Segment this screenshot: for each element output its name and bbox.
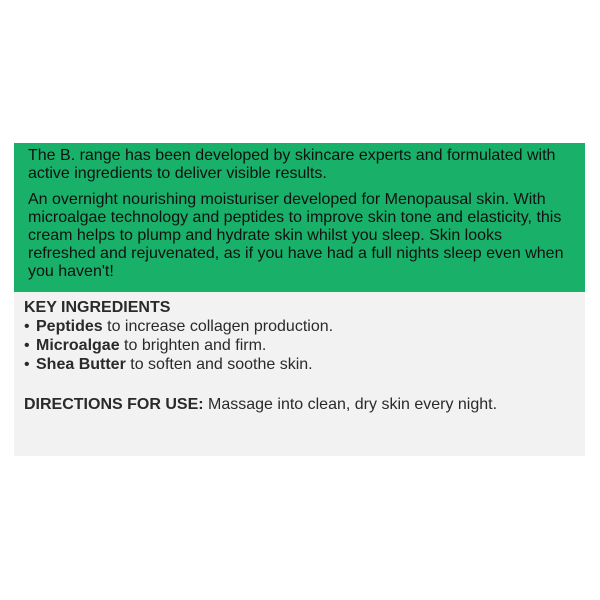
product-description-text: An overnight nourishing moisturiser developed for Menopausal skin. With microalgae technology and peptides to improve skin tone and elasticity, this cream helps to plump and hydrate skin whilst you sleep. Skin looks refreshed and rejuvenated, as if you have had a full nights sleep even when you haven't! (28, 191, 564, 280)
ingredient-benefit: to brighten and firm. (124, 337, 267, 354)
range-intro-text: The B. range has been developed by skincare experts and formulated with active ingredients to deliver visible results. (28, 147, 556, 182)
bullet-icon: • (24, 318, 30, 335)
bullet-icon: • (24, 337, 30, 354)
directions-for-use (24, 395, 573, 414)
info-panel (14, 292, 585, 414)
description-panel (14, 143, 585, 292)
ingredient-benefit: to increase collagen production. (107, 318, 334, 335)
ingredient-name: Shea Butter (36, 356, 126, 373)
bullet-icon: • (24, 356, 30, 373)
directions-text: Massage into clean, dry skin every night. (208, 396, 498, 413)
key-ingredients-heading: KEY INGREDIENTS (24, 299, 171, 316)
ingredients-list (24, 317, 573, 374)
directions-label: DIRECTIONS FOR USE: (24, 396, 204, 413)
product-label-card (14, 143, 585, 456)
ingredient-name: Microalgae (36, 337, 120, 354)
ingredient-name: Peptides (36, 318, 103, 335)
ingredient-item-microalgae (24, 336, 573, 355)
ingredient-benefit: to soften and soothe skin. (130, 356, 313, 373)
ingredient-item-peptides (24, 317, 573, 336)
ingredient-item-shea-butter (24, 355, 573, 374)
